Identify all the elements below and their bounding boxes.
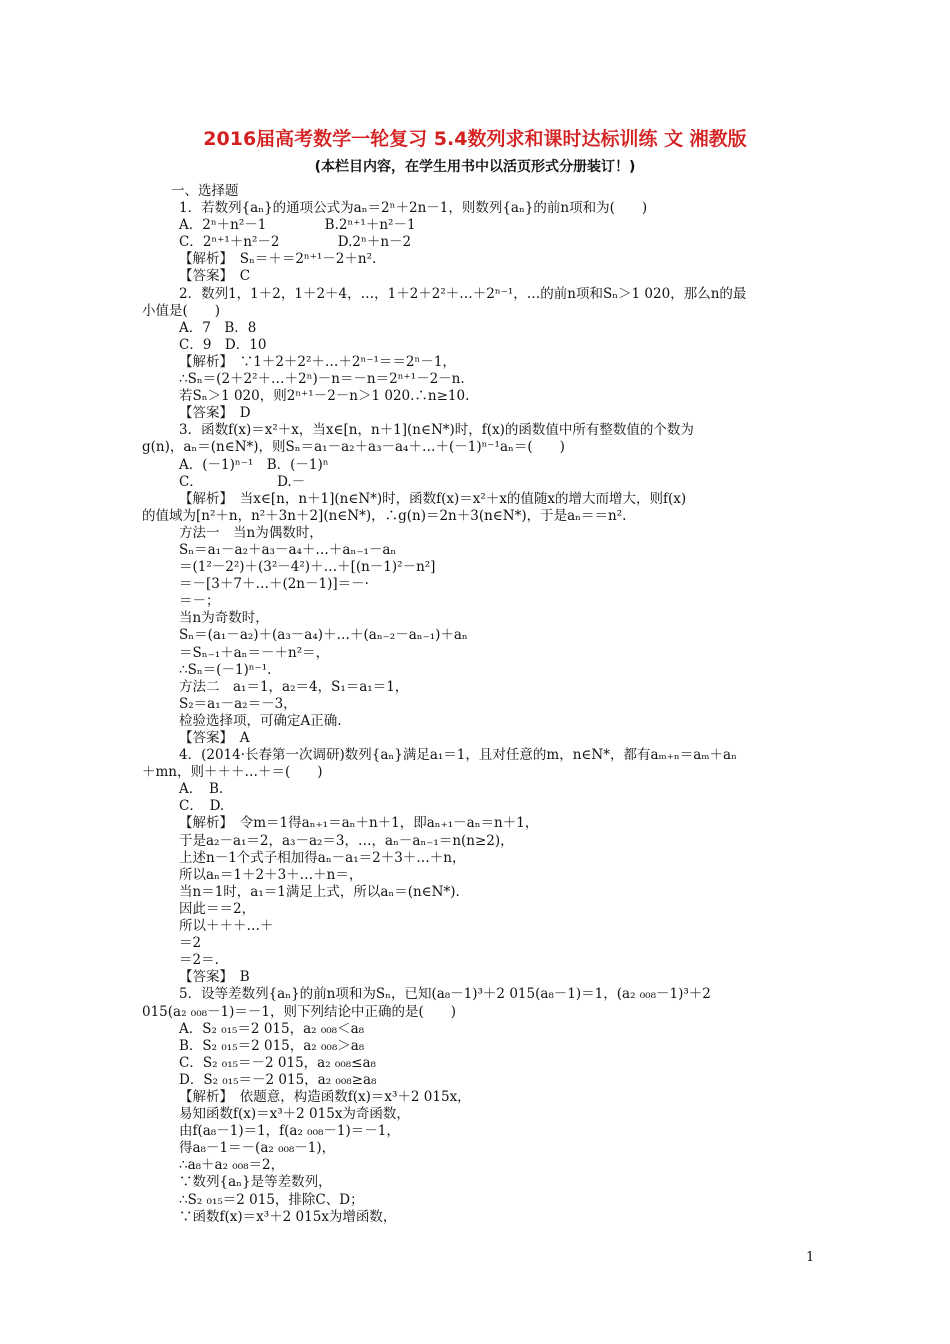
solution-line: 若Sₙ＞1 020，则2ⁿ⁺¹－2－n＞1 020.∴n≥10.: [179, 388, 470, 405]
solution-line: ∴a₈＋a₂ ₀₀₈＝2，: [179, 1157, 285, 1174]
solution-line: 检验选择项，可确定A正确.: [179, 712, 342, 729]
solution-line: 所以aₙ＝1＋2＋3＋…＋n＝，: [179, 866, 363, 883]
solution-line: 的值域为[n²＋n，n²＋3n＋2](n∈N*)，∴g(n)＝2n＋3(n∈N*)，于是aₙ＝＝n².: [142, 507, 627, 524]
solution-line: ＝(1²－2²)＋(3²－4²)＋…＋[(n－1)²－n²]: [179, 559, 436, 576]
solution-line: 当n＝1时，a₁＝1满足上式，所以aₙ＝(n∈N*).: [179, 883, 460, 900]
solution-line: 因此＝＝2，: [179, 900, 256, 917]
solution-line: 于是a₂－a₁＝2，a₃－a₂＝3，…，aₙ－aₙ₋₁＝n(n≥2)，: [179, 832, 514, 849]
question-2-stem: 2．数列1，1＋2，1＋2＋4，…，1＋2＋2²＋…＋2ⁿ⁻¹，…的前n项和Sₙ＞1 020，那么n的最: [179, 285, 747, 302]
question-2-options-cd: C．9 D．10: [179, 336, 267, 353]
question-1-options-ab: A．2ⁿ＋n²－1 B.2ⁿ⁺¹＋n²－1: [179, 217, 416, 234]
question-4-solution: 【解析】 令m＝1得aₙ₊₁＝aₙ＋n＋1，即aₙ₊₁－aₙ＝n＋1，: [179, 815, 539, 832]
question-4-stem-cont: ＋mn，则＋＋＋…＋＝( ): [142, 764, 323, 781]
question-3-answer: 【答案】 A: [179, 730, 250, 746]
solution-line: ＝2: [179, 935, 202, 952]
question-2-stem-cont: 小值是( ): [142, 302, 221, 319]
solution-line: ∴Sₙ＝(2＋2²＋…＋2ⁿ)－n＝－n＝2ⁿ⁺¹－2－n.: [179, 371, 465, 388]
question-1-solution: 【解析】 Sₙ＝＋＝2ⁿ⁺¹－2＋n².: [179, 251, 377, 268]
page-number: 1: [806, 1250, 815, 1265]
question-3-stem-cont: g(n)，aₙ＝(n∈N*)，则Sₙ＝a₁－a₂＋a₃－a₄＋…＋(－1)ⁿ⁻¹aₙ＝( ): [142, 439, 565, 456]
document-subtitle: (本栏目内容，在学生用书中以活页形式分册装订！): [314, 159, 636, 175]
document-body: [142, 183, 822, 1226]
question-4-options-ab: A． B.: [179, 781, 224, 798]
solution-line: ＝－[3＋7＋…＋(2n－1)]＝－·: [179, 576, 369, 593]
question-5-option-a: A．S₂ ₀₁₅＝2 015，a₂ ₀₀₈＜a₈: [179, 1020, 365, 1037]
question-4-answer: 【答案】 B: [179, 969, 250, 986]
question-2-options-ab: A．7 B．8: [179, 319, 257, 336]
solution-line: 得a₈－1＝－(a₂ ₀₀₈－1)，: [179, 1140, 336, 1157]
solution-line: 当n为奇数时，: [179, 610, 269, 627]
question-5-option-c: C．S₂ ₀₁₅＝－2 015，a₂ ₀₀₈≤a₈: [179, 1054, 376, 1071]
question-3-options-ab: A．(－1)ⁿ⁻¹ B．(－1)ⁿ: [179, 456, 329, 473]
solution-line: ∵数列{aₙ}是等差数列，: [179, 1174, 332, 1191]
question-1-options-cd: C．2ⁿ⁺¹＋n²－2 D.2ⁿ＋n－2: [179, 234, 412, 251]
question-5-option-b: B．S₂ ₀₁₅＝2 015，a₂ ₀₀₈＞a₈: [179, 1037, 365, 1054]
question-4-options-cd: C． D.: [179, 798, 225, 815]
question-5-solution: 【解析】 依题意，构造函数f(x)＝x³＋2 015x，: [179, 1088, 471, 1105]
solution-line: ＝－；: [179, 593, 220, 610]
question-1-answer: 【答案】 C: [179, 268, 251, 285]
solution-line: ∴S₂ ₀₁₅＝2 015，排除C、D；: [179, 1191, 364, 1208]
solution-line: Sₙ＝a₁－a₂＋a₃－a₄＋…＋aₙ₋₁－aₙ: [179, 541, 397, 558]
solution-line: Sₙ＝(a₁－a₂)＋(a₃－a₄)＋…＋(aₙ₋₂－aₙ₋₁)＋aₙ: [179, 627, 468, 644]
solution-line: 方法一 当n为偶数时，: [179, 524, 323, 541]
solution-line: 由f(a₈－1)＝1，f(a₂ ₀₀₈－1)＝－1，: [179, 1123, 400, 1140]
document-title: 2016届高考数学一轮复习 5.4数列求和课时达标训练 文 湘教版: [203, 128, 747, 150]
question-4-stem: 4．(2014·长春第一次调研)数列{aₙ}满足a₁＝1，且对任意的m，n∈N*，都有aₘ₊ₙ＝aₘ＋aₙ: [179, 747, 737, 764]
question-2-solution: 【解析】 ∵1＋2＋2²＋…＋2ⁿ⁻¹＝＝2ⁿ－1，: [179, 353, 456, 370]
solution-line: ∵函数f(x)＝x³＋2 015x为增函数，: [179, 1208, 397, 1225]
solution-line: 上述n－1个式子相加得aₙ－a₁＝2＋3＋…＋n，: [179, 849, 466, 866]
question-5-stem-cont: 015(a₂ ₀₀₈－1)＝－1，则下列结论中正确的是( ): [142, 1003, 456, 1020]
question-1-stem: 1．若数列{aₙ}的通项公式为aₙ＝2ⁿ＋2n－1，则数列{aₙ}的前n项和为( ): [179, 200, 648, 217]
solution-line: ＝2＝.: [179, 952, 219, 969]
solution-line: ＝Sₙ₋₁＋aₙ＝－＋n²＝，: [179, 644, 330, 661]
question-2-answer: 【答案】 D: [179, 405, 251, 422]
solution-line: 方法二 a₁＝1，a₂＝4，S₁＝a₁＝1，: [179, 678, 409, 695]
question-5-stem: 5．设等差数列{aₙ}的前n项和为Sₙ，已知(a₈－1)³＋2 015(a₈－1)＝1，(a₂ ₀₀₈－1)³＋2: [179, 986, 711, 1003]
solution-line: 易知函数f(x)＝x³＋2 015x为奇函数，: [179, 1106, 410, 1123]
question-3-options-cd: C． D.－: [179, 473, 306, 490]
question-5-option-d: D．S₂ ₀₁₅＝－2 015，a₂ ₀₀₈≥a₈: [179, 1071, 377, 1088]
question-3-stem: 3．函数f(x)＝x²＋x，当x∈[n，n＋1](n∈N*)时，f(x)的函数值中所有整数值的个数为: [179, 422, 694, 439]
solution-line: S₂＝a₁－a₂＝－3，: [179, 695, 297, 712]
solution-line: ∴Sₙ＝(－1)ⁿ⁻¹.: [179, 661, 272, 678]
question-3-solution: 【解析】 当x∈[n，n＋1](n∈N*)时，函数f(x)＝x²＋x的值随x的增大而增大，则f(x): [179, 490, 687, 507]
section-heading: 一、选择题: [171, 183, 239, 199]
solution-line: 所以＋＋＋…＋: [179, 918, 274, 935]
